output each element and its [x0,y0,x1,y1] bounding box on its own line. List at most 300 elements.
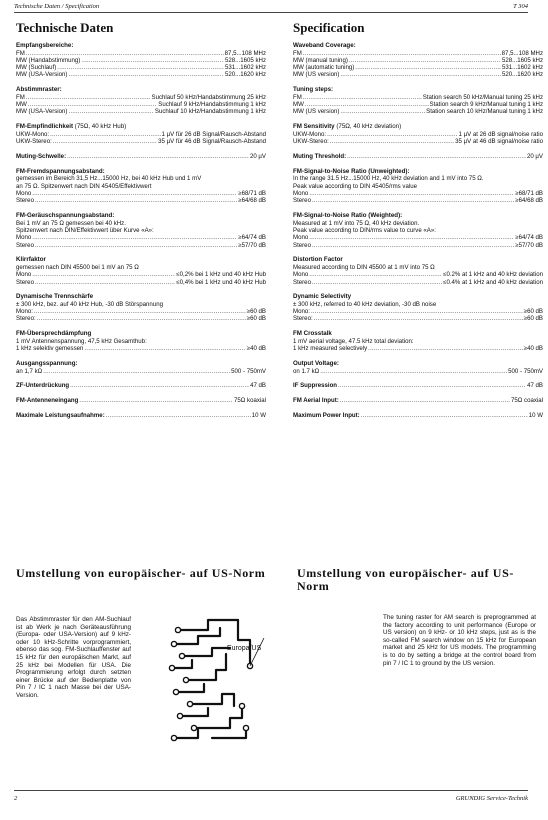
spec-row [293,64,543,71]
spec-title: FM-Signal-to-Noise Ratio (Unweighted): [293,167,410,175]
solder-pad [179,653,184,658]
spec-title: Muting Threshold: [293,152,347,160]
spec-sections [293,42,543,419]
dot-leader [34,242,237,249]
spec-title-row [293,360,543,368]
spec-row [16,50,266,57]
spec-title-note: (75Ω, 40 kHz deviation) [336,123,402,131]
solder-pad [177,713,182,718]
dot-leader [311,242,514,249]
spec-value: 87,5...108 MHz [501,49,543,57]
spec-note: Spitzenwert nach DIN/Effektivwert über Kurve «A»: [16,226,154,234]
spec-title-row [293,168,543,176]
column-title: Technische Daten [16,20,114,35]
solder-pad [175,627,180,632]
spec-title-row [293,42,543,50]
spec-value: Suchlauf 50 kHz/Handabstimmung 25 kHz [151,93,266,101]
spec-value: ≤0.4% at 1 kHz and 40 kHz deviation [443,278,543,286]
spec-value: ≥60 dB [246,315,266,323]
spec-title: Tuning steps: [293,86,334,94]
spec-value: ≥60 dB [246,308,266,316]
spec-title: FM Sensitivity [293,123,335,131]
spec-label: on 1.7 kΩ [293,367,320,375]
spec-title-row [16,330,266,338]
column-title: Specification [293,20,365,35]
spec-value: Station search 50 kHz/Manual tuning 25 kHz [422,93,543,101]
spec-label: Stereo [16,197,34,205]
column-specification [293,20,543,427]
spec-label: Stereo: [16,315,36,323]
spec-row [293,271,543,278]
dot-leader [311,197,514,204]
spec-label: 1 kHz selektiv gemessen [16,345,84,353]
spec-note: Bei 1 mV an 75 Ω gemessen bei 40 kHz. [16,219,126,227]
dot-leader [42,368,230,375]
spec-title: Dynamic Selectivity [293,293,352,301]
spec-value: 35 µV at 46 dB signal/noise ratio [455,138,543,146]
spec-title-row [293,293,543,301]
dot-leader [25,50,224,57]
spec-value: 520...1620 kHz [225,71,266,79]
spec-note: an 75 Ω. Spitzenwert nach DIN 45405/Effektivwert [16,182,152,190]
spec-section [293,86,543,115]
spec-value: ≥40 dB [246,345,266,353]
control-board-diagram [168,610,288,750]
spec-title-row [293,153,543,160]
solder-pad [171,735,176,740]
spec-row [16,64,266,71]
spec-label: FM [293,49,302,57]
spec-section [16,397,266,404]
spec-title: Klirrfaktor [16,256,46,264]
spec-label: MW [293,101,304,109]
spec-section [16,293,266,322]
dot-leader [83,345,245,352]
spec-label: MW [16,101,27,109]
pcb-trace [190,694,234,704]
spec-section [16,42,266,79]
spec-value: 500 - 750mV [508,367,543,375]
spec-note: Measured according to DIN 45500 at 1 mV into 75 Ω [293,263,435,271]
dot-leader [304,101,429,108]
spec-title: Empfangsbereiche: [16,42,74,49]
spec-title: FM-Antenneneingang [16,397,79,405]
column-technische-daten [16,20,266,427]
spec-label: UKW-Mono: [293,130,327,138]
spec-value: Station search 9 kHz/Manual tuning 1 kHz [429,101,543,109]
dot-leader [66,153,249,160]
spec-title: Maximum Power Input: [293,411,360,419]
spec-row [293,242,543,249]
spec-row [16,94,266,101]
dot-leader [339,397,510,404]
spec-value: 87,5...108 MHz [224,49,266,57]
spec-row [16,308,266,315]
spec-section [293,412,543,419]
spec-value: 47 dB [527,382,543,390]
spec-label: Stereo [16,278,34,286]
spec-note: 1 mV Antennenspannung, 47,5 kHz Gesamthub: [16,337,147,345]
footer-rule [14,790,528,791]
spec-section [16,360,266,375]
spec-label: MW (manual tuning) [293,56,348,64]
spec-title-row [293,330,543,338]
spec-label: FM [16,49,25,57]
dot-leader [360,412,528,419]
dot-leader [31,271,175,278]
spec-value: 528...1605 kHz [225,56,266,64]
dot-leader [31,234,237,241]
spec-value: 20 µV [526,152,543,160]
solder-pad [239,703,244,708]
dot-leader [337,382,526,389]
spec-row [16,197,266,204]
spec-title-row [16,153,266,160]
spec-section [16,382,266,389]
page-number: 2 [14,795,18,802]
spec-value: 75Ω coaxial [511,397,543,405]
spec-title-row [16,86,266,94]
dot-leader [310,308,523,315]
spec-title-row [293,382,543,389]
spec-value: 1 µV at 26 dB signal/noise ratio [458,130,543,138]
dot-leader [31,190,237,197]
spec-value: ≥64/68 dB [515,197,543,205]
spec-note: Measured at 1 mV into 75 Ω, 40 kHz deviation. [293,219,420,227]
spec-section [293,212,543,249]
spec-value: ≤0,2% bei 1 kHz und 40 kHz Hub [176,271,266,279]
pcb-trace [176,684,204,692]
spec-title-row [16,382,266,389]
spec-label: Mono: [16,308,33,316]
spec-label: UKW-Stereo: [16,138,52,146]
spec-title: Abstimmraster: [16,86,62,94]
spec-value: ≥40 dB [523,345,543,353]
spec-note: gemessen nach DIN 45500 bei 1 mV an 75 Ω [16,263,139,271]
dot-leader [346,153,526,160]
spec-title-row [16,293,266,301]
spec-section [16,123,266,145]
spec-value: ≥64/68 dB [238,197,266,205]
spec-title-row [293,412,543,419]
spec-row [16,242,266,249]
spec-row [293,94,543,101]
spec-value: 531...1602 kHz [225,64,266,72]
spec-label: Mono [16,271,32,279]
spec-row [293,138,543,145]
spec-note: In the range 31.5 Hz...15000 Hz, 40 kHz deviation and 1 mV into 75 Ω. [293,175,484,183]
dot-leader [302,50,501,57]
spec-section [293,123,543,145]
spec-row [293,345,543,352]
spec-title-row [16,212,266,220]
spec-row [293,197,543,204]
spec-title: FM-Übersprechdämpfung [16,330,92,338]
spec-title: FM-Fremdspannungsabstand: [16,167,105,175]
spec-value: 10 W [528,411,543,419]
spec-section [293,397,543,404]
spec-label: 1 kHz measured selectively [293,345,368,353]
spec-value: 47 dB [250,382,266,390]
spec-label: Mono: [293,308,310,316]
header-rule [14,12,528,13]
spec-section [293,382,543,389]
spec-section [293,360,543,375]
dot-leader [36,315,246,322]
spec-title: Maximale Leistungsaufnahme: [16,411,105,419]
spec-row [16,368,266,375]
spec-title-row [16,397,266,404]
spec-row [293,308,543,315]
spec-title-row [293,86,543,94]
spec-label: MW (Suchlauf) [16,64,57,72]
spec-title-note: (75Ω, 40 kHz Hub) [74,123,127,131]
dot-leader [367,345,523,352]
spec-section [293,42,543,79]
spec-note: 1 mV aerial voltage, 47.5 kHz total deviation: [293,337,414,345]
spec-value: ≥64/74 dB [238,234,266,242]
spec-row [293,190,543,197]
spec-label: MW (US version) [293,71,340,79]
dot-leader [354,64,501,71]
spec-title: Muting-Schwelle: [16,152,67,160]
pcb-trace [178,620,238,630]
spec-row [16,101,266,108]
spec-row [293,131,543,138]
spec-value: ≥57/70 dB [515,241,543,249]
spec-section [16,168,266,205]
spec-label: MW (USA-Version) [16,71,68,79]
spec-value: 528...1605 kHz [502,56,543,64]
dot-leader [78,397,233,404]
spec-value: ≥57/70 dB [238,241,266,249]
dot-leader [69,382,249,389]
spec-label: MW (Handabstimmung) [16,56,81,64]
spec-value: Suchlauf 10 kHz/Handabstimmung 1 kHz [154,108,266,116]
dot-leader [308,234,514,241]
dot-leader [339,71,501,78]
spec-title: FM-Geräuschspannungsabstand: [16,212,115,220]
spec-value: ≤0.2% at 1 kHz and 40 kHz deviation [443,271,543,279]
spec-row [16,108,266,115]
spec-row [293,234,543,241]
dot-leader [34,279,175,286]
spec-note: gemessen im Bereich 31,5 Hz...15000 Hz, bei 40 kHz Hub und 1 mV [16,175,202,183]
spec-row [293,108,543,115]
spec-title-row [16,360,266,368]
bridge-pointer-line [250,638,264,666]
spec-row [293,71,543,78]
spec-section [293,153,543,160]
spec-note: Peak value according to DIN 45405/rms value [293,182,417,190]
spec-label: an 1,7 kΩ [16,367,43,375]
spec-row [16,315,266,322]
dot-leader [308,190,514,197]
spec-value: 500 - 750mV [231,367,266,375]
spec-title-row [16,123,266,131]
spec-row [16,138,266,145]
spec-title: Output Voltage: [293,359,339,367]
dot-leader [52,138,157,145]
dot-leader [326,131,457,138]
spec-title: Ausgangsspannung: [16,359,78,367]
spec-row [16,57,266,64]
spec-note: ± 300 kHz, referred to 40 kHz deviation, -30 dB noise [293,300,437,308]
spec-label: Stereo [293,197,311,205]
spec-row [293,368,543,375]
spec-section [16,412,266,419]
norm-text-de: Das Abstimmraster für den AM-Suchlauf ist ab Werk je nach Geräteausführung (Europa- oder USA-Version) auf 9 kHz- oder 10 kHz-Schritte vorprogrammiert, ebenso das sog. FM-Suchlauffenster auf 15 kHz für den europäischen Markt, auf 25 kHz bei Modellen für USA. Die Programmierung erfolgt durch setzten einer Brücke auf der Bedienplatte von Pin 7 / IC 1 nach Masse bei der USA-Version. [16,616,131,699]
spec-row [16,279,266,286]
pcb-trace [180,708,208,716]
spec-row [293,50,543,57]
spec-label: Mono [16,234,32,242]
dot-leader [311,279,442,286]
dot-leader [302,94,422,101]
solder-pad [191,725,196,730]
spec-section [16,330,266,352]
dot-leader [25,94,151,101]
spec-value: 531...1602 kHz [502,64,543,72]
spec-value: 10 W [251,411,266,419]
spec-value: ≥68/71 dB [238,189,266,197]
dot-leader [348,57,501,64]
spec-section [293,293,543,322]
spec-value: ≥64/74 dB [515,234,543,242]
footer-right: GRUNDIG Service-Technik [455,795,528,802]
pcb-trace [212,728,246,738]
solder-pad [169,665,174,670]
dot-leader [313,315,523,322]
spec-title-row [16,42,266,50]
spec-title-row [16,168,266,176]
spec-section [293,330,543,352]
spec-title-row [293,212,543,220]
board-label: Europa/US [227,645,262,652]
spec-sections [16,42,266,419]
dot-leader [339,108,425,115]
dot-leader [329,138,454,145]
pcb-trace [238,620,250,666]
dot-leader [34,197,237,204]
spec-title: IF Suppression [293,382,338,390]
spec-row [16,71,266,78]
spec-row [16,345,266,352]
spec-label: UKW-Stereo: [293,138,329,146]
spec-title: Distortion Factor [293,256,343,264]
header-right: T 304 [513,3,528,10]
spec-title: FM Crosstalk [293,330,332,338]
spec-value: ≤0,4% bei 1 kHz und 40 kHz Hub [176,278,266,286]
spec-title-row [293,397,543,404]
spec-title-row [16,412,266,419]
spec-row [293,315,543,322]
spec-label: MW (USA-Version) [16,108,68,116]
dot-leader [308,271,442,278]
spec-title-row [293,256,543,264]
lower-left-heading-block [16,567,266,580]
spec-label: MW (US version) [293,108,340,116]
spec-label: MW (automatic tuning) [293,64,355,72]
spec-section [293,256,543,285]
pcb-trace [182,648,230,656]
spec-value: Suchlauf 9 kHz/Handabstimmung 1 kHz [158,101,266,109]
dot-leader [67,71,224,78]
solder-pad [187,701,192,706]
spec-value: ≥60 dB [523,315,543,323]
spec-row [16,234,266,241]
spec-title-row [16,256,266,264]
norm-heading-en: Umstellung von europäischer- auf US-Norm [297,566,514,593]
dot-leader [319,368,507,375]
dot-leader [67,108,153,115]
spec-label: Mono [293,234,309,242]
spec-label: UKW-Mono: [16,130,50,138]
spec-value: 20 µV [249,152,266,160]
spec-label: Mono [293,271,309,279]
spec-value: Station search 10 kHz/Manual tuning 1 kHz [426,108,543,116]
solder-pad [183,677,188,682]
norm-text-en: The tuning raster for AM search is preprogrammed at the factory according to unit performance (Europe or US version) on 9 kHz- or 10 kHz steps, just as is the so-called FM search window on 15 kHz for European market and 25 kHz for US models. The programming is to do by setting a bridge at the control board from pin 7 / IC 1 to ground by the US version. [383,614,536,667]
spec-row [293,101,543,108]
spec-value: 520...1620 kHz [502,71,543,79]
spec-section [16,256,266,285]
lower-right-heading-block [297,567,537,593]
spec-label: Stereo: [293,315,313,323]
spec-note: ± 300 kHz, bez. auf 40 kHz Hub, -30 dB Störspannung [16,300,163,308]
spec-row [293,279,543,286]
spec-label: Mono [293,189,309,197]
spec-title: Dynamische Trennschärfe [16,293,94,301]
spec-row [16,131,266,138]
spec-title: FM Aerial Input: [293,397,339,405]
spec-label: FM [293,93,302,101]
header-left: Technische Daten / Specification [14,3,100,10]
solder-pad [171,641,176,646]
spec-title-row [293,123,543,131]
spec-section [293,168,543,205]
norm-heading-de: Umstellung von europäischer- auf US-Norm [16,566,266,580]
dot-leader [27,101,157,108]
spec-label: Stereo [16,241,34,249]
spec-label: Stereo [293,278,311,286]
spec-section [16,86,266,115]
solder-pad [173,689,178,694]
spec-row [293,57,543,64]
spec-row [16,190,266,197]
spec-section [16,212,266,249]
spec-section [16,153,266,160]
dot-leader [56,64,224,71]
solder-pad [243,725,248,730]
dot-leader [49,131,160,138]
spec-value: ≥68/71 dB [515,189,543,197]
spec-label: Stereo [293,241,311,249]
dot-leader [80,57,224,64]
spec-title: Waveband Coverage: [293,42,356,49]
spec-title: FM-Empfindlichkeit [16,123,74,131]
spec-value: 35 µV für 46 dB Signal/Rausch-Abstand [158,138,266,146]
spec-row [16,271,266,278]
spec-title: FM-Signal-to-Noise Ratio (Weighted): [293,212,403,220]
spec-value: 75Ω koaxial [234,397,266,405]
dot-leader [33,308,246,315]
spec-note: Peak value according to DIN/rms value to curve «A»: [293,226,436,234]
dot-leader [105,412,251,419]
spec-value: ≥60 dB [523,308,543,316]
spec-title: ZF-Unterdrückung [16,382,70,390]
spec-value: 1 µV für 26 dB Signal/Rausch-Abstand [161,130,266,138]
